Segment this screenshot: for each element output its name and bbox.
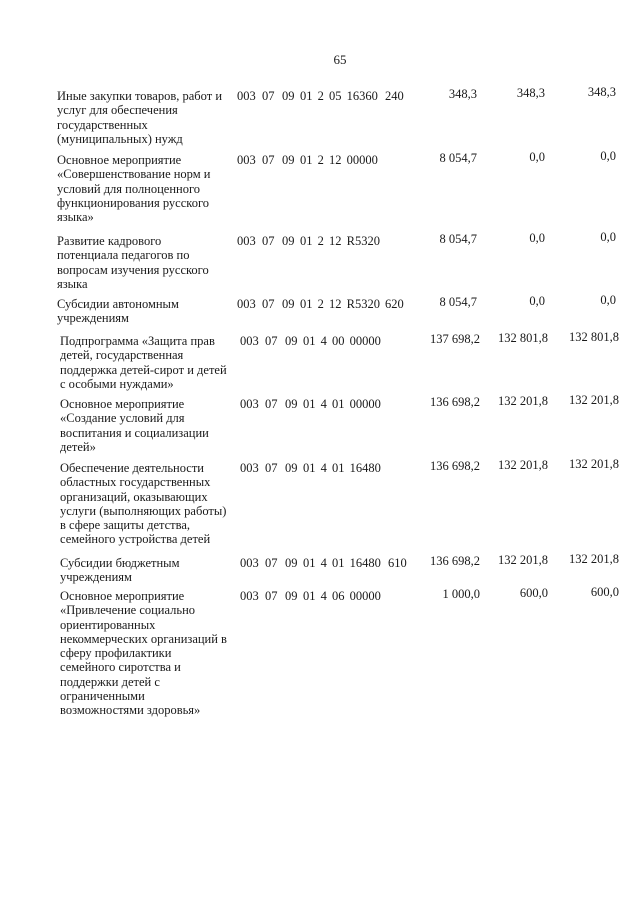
value-year-3: 0,0 <box>600 149 616 163</box>
section-code: 07 <box>262 234 275 248</box>
ministry-code: 003 <box>240 556 259 570</box>
ministry-code: 003 <box>237 297 256 311</box>
target-code: 01 2 12 R5320 <box>300 234 380 248</box>
table-row <box>3 330 640 391</box>
subsection-code: 09 <box>285 461 298 475</box>
ministry-code: 003 <box>240 397 259 411</box>
expense-type-code: 240 <box>385 89 404 103</box>
value-year-2: 0,0 <box>529 150 545 164</box>
expense-type-code: 610 <box>388 556 407 570</box>
row-name: Основное мероприятие «Создание условий для воспитания и социализации детей» <box>60 397 209 454</box>
expense-type-code: 620 <box>385 297 404 311</box>
row-name: Субсидии бюджетным учреждениям <box>60 556 180 585</box>
subsection-code: 09 <box>285 556 298 570</box>
value-year-3: 132 201,8 <box>569 393 619 407</box>
table-row <box>3 585 640 718</box>
page-number: 65 <box>333 52 347 67</box>
section-code: 07 <box>265 589 278 603</box>
value-year-2: 0,0 <box>529 294 545 308</box>
subsection-code: 09 <box>285 334 298 348</box>
row-name: Основное мероприятие «Совершенствование норм и условий для полноценного функционирования русского языка» <box>57 153 211 225</box>
value-year-3: 0,0 <box>600 230 616 244</box>
row-name: Субсидии автономным учреждениям <box>57 297 179 326</box>
table-row <box>3 393 640 454</box>
value-year-1: 137 698,2 <box>430 332 480 346</box>
row-name: Иные закупки товаров, работ и услуг для обеспечения государственных (муниципальных) нужд <box>57 89 223 146</box>
ministry-code: 003 <box>237 234 256 248</box>
section-code: 07 <box>265 397 278 411</box>
value-year-1: 8 054,7 <box>439 295 477 309</box>
target-code: 01 4 01 16480 <box>303 461 381 475</box>
value-year-3: 132 201,8 <box>569 457 619 471</box>
value-year-2: 348,3 <box>516 86 545 100</box>
value-year-1: 1 000,0 <box>442 587 480 601</box>
row-name: Развитие кадрового потенциала педагогов по вопросам изучения русского языка <box>57 234 209 291</box>
table-row <box>0 85 640 146</box>
target-code: 01 4 00 00000 <box>303 334 381 348</box>
value-year-1: 136 698,2 <box>430 554 480 568</box>
value-year-2: 132 201,8 <box>498 458 548 472</box>
section-code: 07 <box>262 153 275 167</box>
value-year-1: 8 054,7 <box>439 151 477 165</box>
value-year-1: 8 054,7 <box>439 232 477 246</box>
row-name: Подпрограмма «Защита прав детей, государственная поддержка детей-сирот и детей с особыми нуждами» <box>60 334 227 391</box>
value-year-1: 136 698,2 <box>430 395 480 409</box>
ministry-code: 003 <box>237 89 256 103</box>
table-row <box>0 293 640 326</box>
value-year-3: 600,0 <box>590 585 619 599</box>
table-row <box>0 230 640 291</box>
target-code: 01 2 12 R5320 <box>300 297 380 311</box>
subsection-code: 09 <box>282 297 295 311</box>
value-year-2: 132 801,8 <box>498 331 548 345</box>
row-name: Основное мероприятие «Привлечение социально ориентированных некоммерческих организаций в сферу профилактики семейного сиротства и поддержки детей с ограниченными возможностями здоровья» <box>60 589 227 718</box>
section-code: 07 <box>265 461 278 475</box>
ministry-code: 003 <box>240 461 259 475</box>
target-code: 01 2 05 16360 <box>300 89 378 103</box>
section-code: 07 <box>265 334 278 348</box>
value-year-3: 0,0 <box>600 293 616 307</box>
table-row <box>3 552 640 585</box>
value-year-1: 136 698,2 <box>430 459 480 473</box>
row-name: Обеспечение деятельности областных государственных организаций, оказывающих услуги (выполняющих работы) в сфере защиты детства, семейного устройства детей <box>60 461 227 547</box>
ministry-code: 003 <box>240 334 259 348</box>
table-row <box>0 149 640 225</box>
value-year-2: 600,0 <box>519 586 548 600</box>
target-code: 01 4 06 00000 <box>303 589 381 603</box>
value-year-1: 348,3 <box>448 87 477 101</box>
section-code: 07 <box>265 556 278 570</box>
subsection-code: 09 <box>282 234 295 248</box>
table-row <box>3 457 640 547</box>
subsection-code: 09 <box>282 153 295 167</box>
section-code: 07 <box>262 89 275 103</box>
value-year-2: 132 201,8 <box>498 553 548 567</box>
subsection-code: 09 <box>285 589 298 603</box>
value-year-3: 348,3 <box>587 85 616 99</box>
value-year-3: 132 801,8 <box>569 330 619 344</box>
target-code: 01 4 01 16480 <box>303 556 381 570</box>
target-code: 01 2 12 00000 <box>300 153 378 167</box>
ministry-code: 003 <box>240 589 259 603</box>
value-year-2: 0,0 <box>529 231 545 245</box>
target-code: 01 4 01 00000 <box>303 397 381 411</box>
subsection-code: 09 <box>285 397 298 411</box>
ministry-code: 003 <box>237 153 256 167</box>
value-year-2: 132 201,8 <box>498 394 548 408</box>
subsection-code: 09 <box>282 89 295 103</box>
section-code: 07 <box>262 297 275 311</box>
value-year-3: 132 201,8 <box>569 552 619 566</box>
